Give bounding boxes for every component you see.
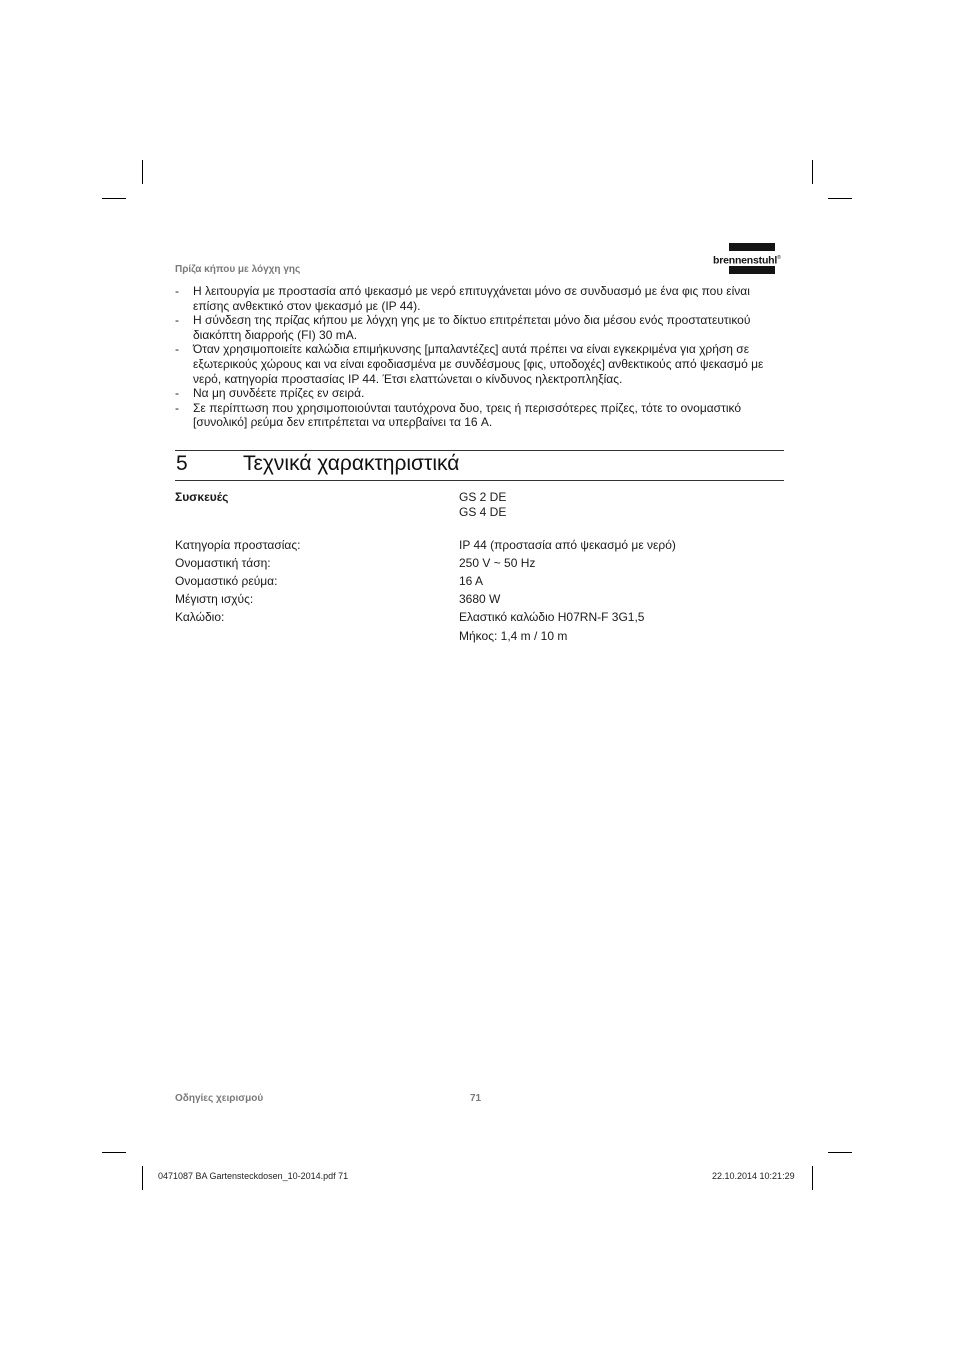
- safety-notes-list: [175, 284, 785, 430]
- spec-label: Ονομαστικό ρεύμα:: [175, 574, 278, 588]
- spec-label: Κατηγορία προστασίας:: [175, 538, 301, 552]
- spec-value: 3680 W: [459, 592, 501, 606]
- spec-value: Ελαστικό καλώδιο H07RN-F 3G1,5: [459, 610, 645, 624]
- spec-label: Ονομαστική τάση:: [175, 556, 271, 570]
- brennenstuhl-logo: [713, 243, 783, 275]
- crop-mark: [828, 198, 852, 199]
- device-model: GS 2 DE: [459, 490, 507, 504]
- crop-mark: [812, 160, 813, 184]
- crop-mark: [102, 1152, 126, 1153]
- spec-value: 16 A: [459, 574, 484, 588]
- spec-value: IP 44 (προστασία από ψεκασμό με νερό): [459, 538, 676, 552]
- print-slug-file: 0471087 BA Gartensteckdosen_10-2014.pdf 71: [158, 1171, 349, 1181]
- list-item: - Όταν χρησιμοποιείτε καλώδια επιμήκυνσης [μπαλαντέζες] αυτά πρέπει να είναι εγκεκριμένα για χρήση σε εξωτερικούς χώρους και να είναι εφοδιασμένα με συνδέσμους [φις, υποδοχές] ανθεκτικούς από ψεκασμό με νερό, κατηγορία προστασίας IP 44. Έτσι ελαττώνεται ο κίνδυνος ηλεκτροπληξίας.: [175, 342, 764, 386]
- list-item: - Να μη συνδέετε πρίζες εν σειρά.: [175, 386, 365, 401]
- footer-title: Οδηγίες χειρισμού: [175, 1093, 264, 1104]
- page-number: 71: [470, 1093, 482, 1104]
- spec-label: Καλώδιο:: [175, 610, 225, 624]
- crop-mark: [812, 1166, 813, 1190]
- spec-value: 250 V ~ 50 Hz: [459, 556, 536, 570]
- devices-label: Συσκευές: [175, 490, 229, 504]
- section-title: Τεχνικά χαρακτηριστικά: [243, 452, 460, 475]
- crop-mark: [142, 1166, 143, 1190]
- section-rule-bottom: [175, 480, 784, 481]
- spec-label: Μέγιστη ισχύς:: [175, 592, 254, 606]
- running-header: Πρίζα κήπου με λόγχη γης: [175, 264, 301, 275]
- list-item: - Σε περίπτωση που χρησιμοποιούνται ταυτόχρονα δυο, τρεις ή περισσότερες πρίζες, τότε το ονομαστικό [συνολικό] ρεύμα δεν επιτρέπεται να υπερβαίνει τα 16 A.: [175, 400, 742, 430]
- logo-bar-bottom: [729, 266, 775, 274]
- cable-length: Μήκος: 1,4 m / 10 m: [459, 629, 568, 643]
- logo-wordmark: brennenstuhl®: [713, 254, 781, 267]
- logo-bar-top: [729, 243, 775, 251]
- device-model: GS 4 DE: [459, 505, 507, 519]
- list-item: - Η σύνδεση της πρίζας κήπου με λόγχη γης με το δίκτυο επιτρέπεται μόνο δια μέσου ενός προστατευτικού διακόπτη διαρροής (FI) 30 mA.: [175, 313, 751, 342]
- section-number: 5: [176, 452, 188, 475]
- crop-mark: [828, 1152, 852, 1153]
- list-item: - Η λειτουργία με προστασία από ψεκασμό με νερό επιτυγχάνεται μόνο σε συνδυασμό με ένα φις που είναι επίσης ανθεκτικό στον ψεκασμό με (IP 44).: [175, 284, 750, 313]
- crop-mark: [102, 198, 126, 199]
- section-rule-top: [175, 450, 784, 451]
- print-slug-timestamp: 22.10.2014 10:21:29: [712, 1171, 795, 1181]
- crop-mark: [142, 160, 143, 184]
